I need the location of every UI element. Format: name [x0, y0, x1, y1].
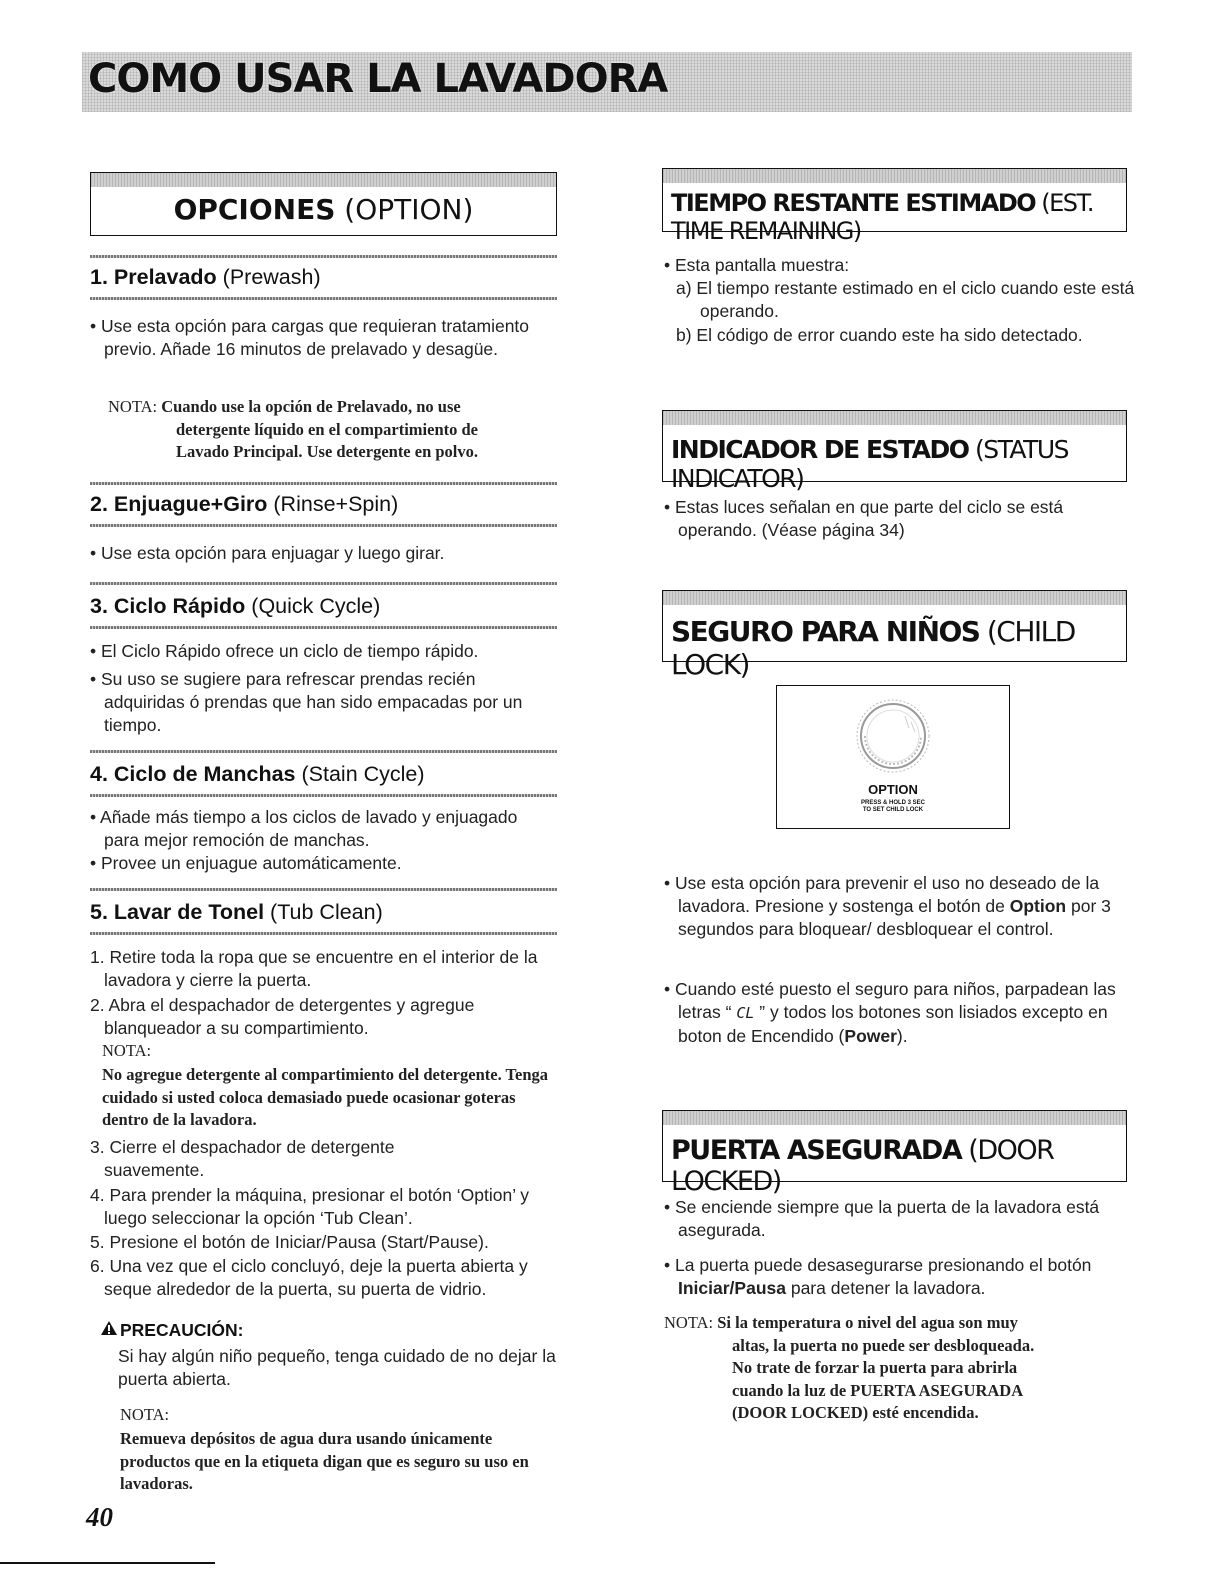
- option-button-figure: [776, 685, 1010, 829]
- door-bullet-2: • La puerta puede desasegurarse presionando el botón Iniciar/Pausa para detener la lavadora.: [664, 1255, 1092, 1298]
- quick-bullet-2: • Su uso se sugiere para refrescar prendas recién adquiridas ó prendas que han sido empacadas por un tiempo.: [90, 669, 523, 735]
- status-section-header: [662, 410, 1127, 493]
- caution-text: Si hay algún niño pequeño, tenga cuidado de no dejar la puerta abierta.: [118, 1346, 556, 1389]
- divider: [90, 255, 557, 258]
- divider: [90, 794, 557, 797]
- option-sub-label-1: PRESS & HOLD 3 SEC: [860, 800, 925, 806]
- childlock-section-header: [662, 590, 1127, 681]
- divider: [90, 932, 557, 935]
- prewash-title: 1. Prelavado (Prewash): [90, 265, 321, 289]
- quick-title: 3. Ciclo Rápido (Quick Cycle): [90, 594, 381, 618]
- header-stripe: [663, 169, 1126, 183]
- header-stripe: [663, 591, 1126, 605]
- options-header-title: OPCIONES (OPTION): [173, 193, 474, 226]
- option-sub-label-2: TO SET CHILD LOCK: [862, 807, 924, 813]
- stain-bullet-1: • Añade más tiempo a los ciclos de lavado y enjuagado para mejor remoción de manchas.: [90, 807, 518, 850]
- page-banner: [82, 52, 1132, 112]
- tub-step-6: 6. Una vez que el ciclo concluyó, deje la puerta abierta y seque alrededor de la puerta, su puerta de vidrio.: [90, 1256, 528, 1299]
- childlock-bullet-2: • Cuando esté puesto el seguro para niños, parpadean las letras “ CL ” y todos los botones son lisiados excepto en boton de Encendido (Power).: [664, 979, 1116, 1046]
- door-note: NOTA: Si la temperatura o nivel del agua son muy altas, la puerta no puede ser desbloqueada. No trate de forzar la puerta para abrirla cuando la luz de PUERTA ASEGURADA (DOOR LOCKED) esté encendida.: [664, 1313, 1035, 1422]
- caution-block: [100, 1320, 560, 1391]
- childlock-bullet-1: • Use esta opción para prevenir el uso no deseado de la lavadora. Presione y sostenga el botón de Option por 3 segundos para bloquear/ desbloquear el control.: [664, 873, 1111, 939]
- door-section-header: [662, 1110, 1127, 1197]
- quick-bullet-1: • El Ciclo Rápido ofrece un ciclo de tiempo rápido.: [90, 641, 479, 661]
- header-stripe: [663, 411, 1126, 425]
- rinse-heading: [90, 482, 557, 532]
- divider: [90, 297, 557, 300]
- prewash-bullet: • Use esta opción para cargas que requieran tratamiento previo. Añade 16 minutos de prelavado y desagüe.: [90, 316, 530, 359]
- status-header-title: INDICADOR DE ESTADO (STATUS INDICATOR): [671, 435, 1069, 493]
- tub-title: 5. Lavar de Tonel (Tub Clean): [90, 900, 383, 924]
- time-line-2: a) El tiempo restante estimado en el ciclo cuando este está operando.: [676, 278, 1135, 321]
- childlock-header-title: SEGURO PARA NIÑOS (CHILD LOCK): [671, 615, 1075, 681]
- tub-step-4: 4. Para prender la máquina, presionar el botón ‘Option’ y luego seleccionar la opción ‘Tub Clean’.: [90, 1185, 530, 1228]
- footer-rule: [0, 1562, 215, 1564]
- time-line-3: b) El código de error cuando este ha sido detectado.: [676, 325, 1083, 345]
- prewash-note: NOTA: Cuando use la opción de Prelavado, no use detergente líquido en el compartimiento de Lavado Principal. Use detergente en polvo.: [108, 397, 479, 461]
- door-bullet-1: • Se enciende siempre que la puerta de la lavadora está asegurada.: [664, 1197, 1100, 1240]
- tub-note2: Remueva depósitos de agua dura usando únicamente productos que en la etiqueta digan que es seguro su uso en lavadoras.: [120, 1429, 529, 1493]
- tub-note-label: NOTA:: [102, 1041, 152, 1060]
- tub-heading: [90, 888, 557, 938]
- time-header-title: TIEMPO RESTANTE ESTIMADO (EST. TIME REMAINING): [671, 189, 1093, 245]
- tub-step-1: 1. Retire toda la ropa que se encuentre en el interior de la lavadora y cierre la puerta.: [90, 947, 538, 990]
- tub-note2-label: NOTA:: [120, 1405, 170, 1424]
- tub-step-2: 2. Abra el despachador de detergentes y agregue blanqueador a su compartimiento.: [90, 995, 475, 1038]
- rinse-title: 2. Enjuague+Giro (Rinse+Spin): [90, 492, 399, 516]
- stain-heading: [90, 750, 557, 800]
- prewash-heading: [90, 255, 557, 305]
- page-title: COMO USAR LA LAVADORA: [88, 56, 668, 102]
- divider: [90, 750, 557, 753]
- door-header-title: PUERTA ASEGURADA (DOOR LOCKED): [671, 1135, 1054, 1197]
- tub-step-3: 3. Cierre el despachador de detergente suavemente.: [90, 1137, 395, 1180]
- divider: [90, 626, 557, 629]
- option-label: OPTION: [868, 782, 918, 797]
- quick-heading: [90, 582, 557, 632]
- caution-heading: PRECAUCIÓN:: [100, 1320, 560, 1341]
- tub-step-5: 5. Presione el botón de Iniciar/Pausa (Start/Pause).: [90, 1232, 489, 1252]
- page-number: 40: [86, 1502, 113, 1532]
- divider: [90, 582, 557, 585]
- divider: [90, 482, 557, 485]
- time-line-1: • Esta pantalla muestra:: [664, 255, 850, 275]
- stain-title: 4. Ciclo de Manchas (Stain Cycle): [90, 762, 425, 786]
- divider: [90, 524, 557, 527]
- header-stripe: [663, 1111, 1126, 1125]
- divider: [90, 888, 557, 891]
- time-section-header: [662, 168, 1127, 245]
- stain-bullet-2: • Provee un enjuague automáticamente.: [90, 853, 402, 873]
- tub-note: No agregue detergente al compartimiento del detergente. Tenga cuidado si usted coloca demasiado puede ocasionar goteras dentro de la lavadora.: [102, 1065, 549, 1129]
- options-section-header: [90, 172, 557, 236]
- warning-icon: [100, 1320, 120, 1341]
- header-stripe: [91, 173, 556, 187]
- rinse-bullet: • Use esta opción para enjuagar y luego girar.: [90, 543, 445, 563]
- status-bullet: • Estas luces señalan en que parte del ciclo se está operando. (Véase página 34): [664, 497, 1064, 540]
- option-button-icon: [845, 692, 941, 785]
